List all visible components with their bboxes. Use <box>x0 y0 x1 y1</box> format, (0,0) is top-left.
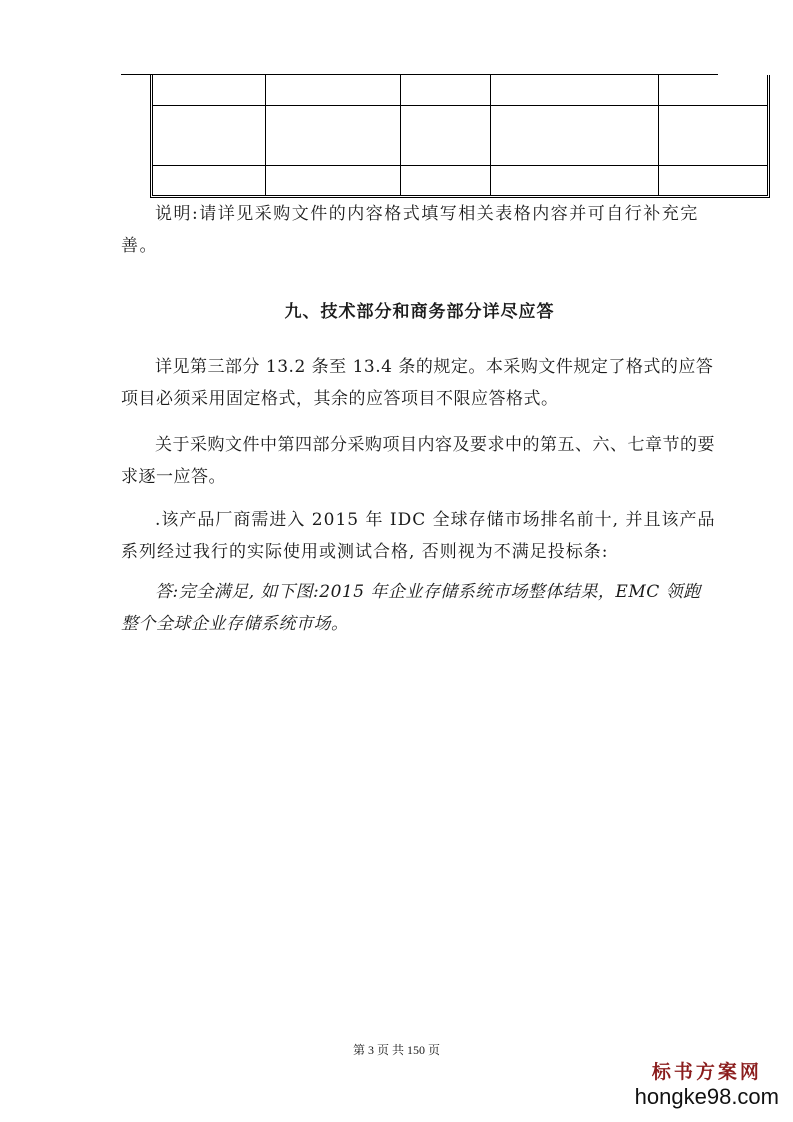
table-row <box>153 75 767 105</box>
answer-paragraph <box>121 576 718 640</box>
table-cell <box>400 75 490 105</box>
table-cell <box>490 75 658 105</box>
section-heading: 九、技术部分和商务部分详尽应答 <box>284 302 555 322</box>
table-cell <box>658 165 767 195</box>
watermark-chinese: 标书方案网 <box>651 1061 762 1083</box>
paragraph-1 <box>121 351 718 415</box>
table-cell <box>153 165 265 195</box>
table-note-text: 说明:请详见采购文件的内容格式填写相关表格内容并可自行补充完善。 <box>121 204 699 256</box>
watermark-url: hongke98.com <box>634 1084 779 1109</box>
answer-paragraph-text: 答:完全满足, 如下图:2015 年企业存储系统市场整体结果，EMC 领跑整个全球企业存储系统市场。 <box>121 582 701 634</box>
paragraph-2 <box>121 429 718 493</box>
paragraph-1-text: 详见第三部分 13.2 条至 13.4 条的规定。本采购文件规定了格式的应答项目必须采用固定格式，其余的应答项目不限应答格式。 <box>121 357 714 409</box>
page-footer: 第 3 页 共 150 页 <box>352 1043 440 1057</box>
table-row <box>153 105 767 165</box>
table-cell <box>658 75 767 105</box>
table-row <box>153 165 767 195</box>
blank-response-table <box>150 75 770 198</box>
table-cell <box>658 105 767 165</box>
table-cell <box>265 75 400 105</box>
table-cell <box>490 165 658 195</box>
table-note <box>121 198 718 262</box>
table-cell <box>265 165 400 195</box>
table-cell <box>265 105 400 165</box>
paragraph-2-text: 关于采购文件中第四部分采购项目内容及要求中的第五、六、七章节的要求逐一应答。 <box>121 435 715 487</box>
table-cell <box>153 75 265 105</box>
table-cell <box>400 165 490 195</box>
site-watermark <box>635 1060 779 1110</box>
table-cell <box>490 105 658 165</box>
table-cell <box>400 105 490 165</box>
paragraph-3 <box>121 504 718 568</box>
table-cell <box>153 105 265 165</box>
paragraph-3-text: .该产品厂商需进入 2015 年 IDC 全球存储市场排名前十, 并且该产品系列经过我行的实际使用或测试合格, 否则视为不满足投标条: <box>121 510 716 562</box>
